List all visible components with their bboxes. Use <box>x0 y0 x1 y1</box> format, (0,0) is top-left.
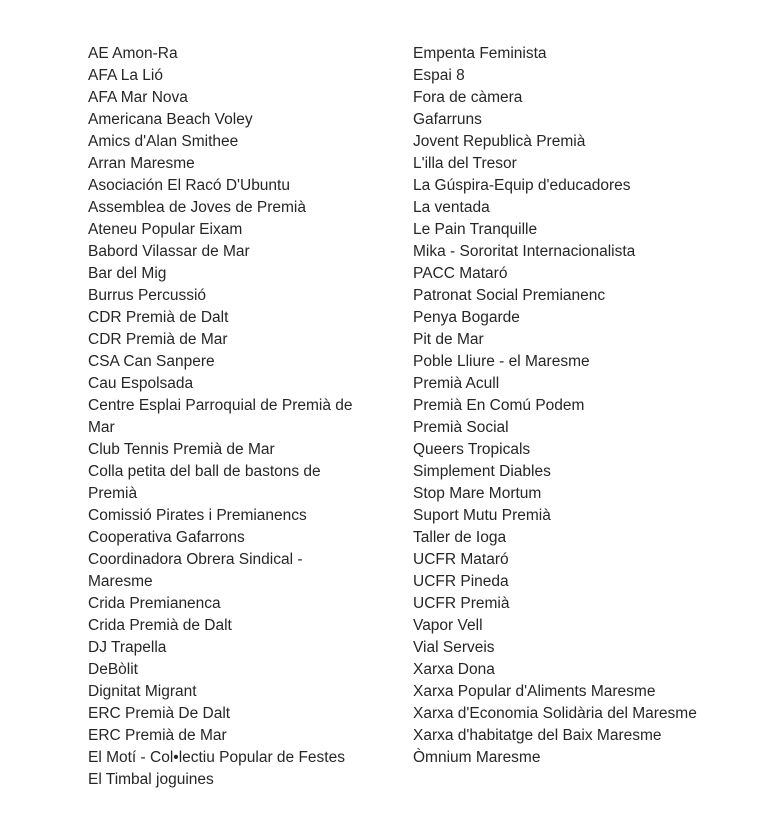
organization-item: Cau Espolsada <box>88 375 194 392</box>
organization-item: Amics d'Alan Smithee <box>88 133 239 150</box>
organization-item: Ateneu Popular Eixam <box>88 221 243 238</box>
organization-item: Xarxa Dona <box>413 661 495 678</box>
organization-item: UCFR Pineda <box>413 573 509 590</box>
organization-item: Colla petita del ball de bastons de Premià <box>88 463 321 502</box>
organization-item: Centre Esplai Parroquial de Premià de Mar <box>88 397 353 436</box>
organization-item: El Timbal joguines <box>88 771 214 788</box>
organization-item: AE Amon-Ra <box>88 45 178 62</box>
organization-item: Babord Vilassar de Mar <box>88 243 250 260</box>
organization-item: Assemblea de Joves de Premià <box>88 199 306 216</box>
organization-item: Òmnium Maresme <box>413 749 541 766</box>
organization-item: Arran Maresme <box>88 155 195 172</box>
organization-item: Comissió Pirates i Premianencs <box>88 507 307 524</box>
organization-item: DJ Trapella <box>88 639 167 656</box>
organization-item: Bar del Mig <box>88 265 167 282</box>
organization-item: Coordinadora Obrera Sindical - Maresme <box>88 551 303 590</box>
organization-item: Premià En Comú Podem <box>413 397 585 414</box>
organization-item: Queers Tropicals <box>413 441 531 458</box>
organization-item: Jovent Republicà Premià <box>413 133 586 150</box>
organization-item: L'illa del Tresor <box>413 155 517 172</box>
organization-item: La Gúspira-Equip d'educadores <box>413 177 631 194</box>
organization-item: Gafarruns <box>413 111 482 128</box>
organization-item: Penya Bogarde <box>413 309 520 326</box>
organization-item: Dignitat Migrant <box>88 683 197 700</box>
organization-item: ERC Premià de Mar <box>88 727 227 744</box>
organization-item: Premià Acull <box>413 375 500 392</box>
organization-item: Poble Lliure - el Maresme <box>413 353 590 370</box>
organization-item: Espai 8 <box>413 67 465 84</box>
organization-item: Crida Premianenca <box>88 595 221 612</box>
organization-item: UCFR Premià <box>413 595 510 612</box>
organization-item: Vial Serveis <box>413 639 495 656</box>
organization-item: Asociación El Racó D'Ubuntu <box>88 177 290 194</box>
organization-item: DeBòlit <box>88 661 138 678</box>
organization-item: Club Tennis Premià de Mar <box>88 441 275 458</box>
organization-item: Suport Mutu Premià <box>413 507 551 524</box>
organization-item: Cooperativa Gafarrons <box>88 529 245 546</box>
organization-item: Fora de càmera <box>413 89 523 106</box>
organization-item: Mika - Sororitat Internacionalista <box>413 243 636 260</box>
organization-item: Premià Social <box>413 419 509 436</box>
organization-item: Taller de Ioga <box>413 529 507 546</box>
organization-item: AFA Mar Nova <box>88 89 188 106</box>
organization-item: Americana Beach Voley <box>88 111 253 128</box>
organization-item: Le Pain Tranquille <box>413 221 538 238</box>
organization-item: CDR Premià de Mar <box>88 331 228 348</box>
organization-item: Patronat Social Premianenc <box>413 287 606 304</box>
organization-item: UCFR Mataró <box>413 551 509 568</box>
organization-item: Xarxa d'Economia Solidària del Maresme <box>413 705 697 722</box>
organization-item: CDR Premià de Dalt <box>88 309 229 326</box>
organization-item: La ventada <box>413 199 490 216</box>
organization-item: El Motí - Col•lectiu Popular de Festes <box>88 749 345 766</box>
organization-item: Vapor Vell <box>413 617 483 634</box>
organization-item: Burrus Percussió <box>88 287 207 304</box>
organization-item: Pit de Mar <box>413 331 484 348</box>
organizations-list <box>88 43 708 791</box>
organization-item: CSA Can Sanpere <box>88 353 215 370</box>
organization-item: Empenta Feminista <box>413 45 547 62</box>
organizations-column-left <box>88 43 413 791</box>
organizations-column-right <box>413 43 708 791</box>
organization-item: AFA La Lió <box>88 67 163 84</box>
organization-item: Crida Premià de Dalt <box>88 617 232 634</box>
organization-item: PACC Mataró <box>413 265 508 282</box>
organization-item: ERC Premià De Dalt <box>88 705 231 722</box>
organization-item: Stop Mare Mortum <box>413 485 542 502</box>
organization-item: Xarxa d'habitatge del Baix Maresme <box>413 727 662 744</box>
organization-item: Xarxa Popular d'Aliments Maresme <box>413 683 656 700</box>
organization-item: Simplement Diables <box>413 463 551 480</box>
